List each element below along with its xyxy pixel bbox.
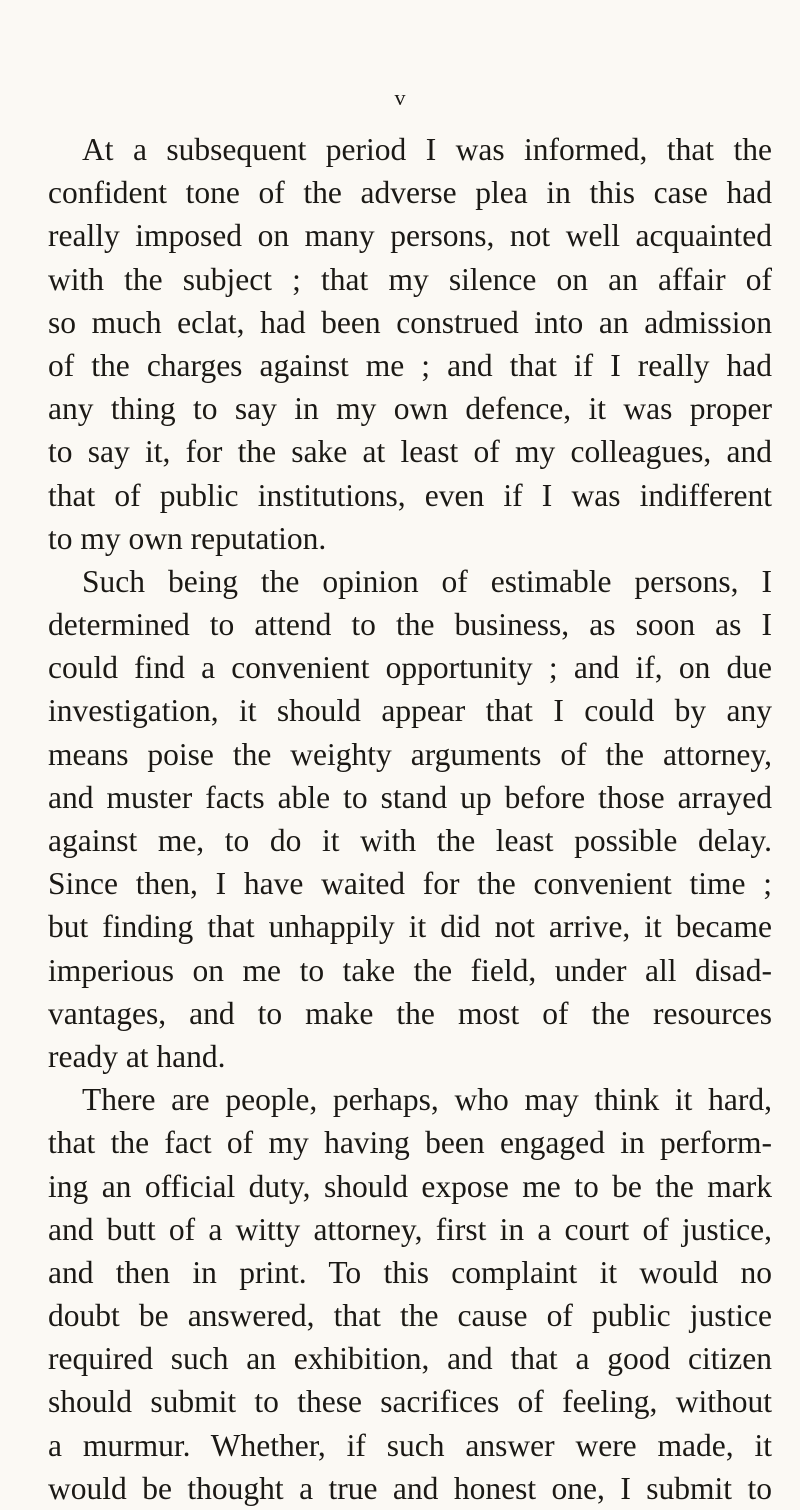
text-line: doubt be answered, that the cause of public justice	[48, 1298, 772, 1334]
text-line: should submit to these sacrifices of feeling, without	[48, 1384, 772, 1420]
text-line: and butt of a witty attorney, first in a court of justice,	[48, 1211, 772, 1247]
text-line: would be thought a true and honest one, I submit to	[48, 1470, 772, 1506]
text-line: a murmur. Whether, if such answer were made, it	[48, 1427, 772, 1463]
text-line: so much eclat, had been construed into an admission	[48, 304, 772, 340]
text-line: to my own reputation.	[48, 520, 327, 556]
text-line: and then in print. To this complaint it would no	[48, 1254, 772, 1290]
signature-mark: v	[394, 85, 406, 110]
text-line: required such an exhibition, and that a good citizen	[48, 1341, 772, 1377]
text-line: vantages, and to make the most of the resources	[48, 995, 772, 1031]
text-line: means poise the weighty arguments of the attorney,	[48, 736, 772, 772]
text-line: Such being the opinion of estimable persons, I	[82, 563, 772, 599]
text-line: There are people, perhaps, who may think it hard,	[82, 1082, 772, 1118]
text-line: confident tone of the adverse plea in this case had	[48, 175, 772, 211]
text-line: could find a convenient opportunity ; and if, on due	[48, 650, 772, 686]
text-line: imperious on me to take the field, under all disad-	[48, 952, 772, 988]
text-line: and muster facts able to stand up before those arrayed	[48, 779, 772, 815]
text-line: Since then, I have waited for the convenient time ;	[48, 866, 772, 902]
text-line: with the subject ; that my silence on an affair of	[48, 261, 772, 297]
text-line: ing an official duty, should expose me to be the mark	[48, 1168, 772, 1204]
text-line: but finding that unhappily it did not arrive, it became	[48, 909, 772, 945]
text-line: that of public institutions, even if I was indifferent	[48, 477, 772, 513]
text-line: At a subsequent period I was informed, that the	[82, 132, 772, 167]
text-line: determined to attend to the business, as soon as I	[48, 607, 772, 643]
body-text	[48, 128, 772, 1510]
text-line: ready at hand.	[48, 1038, 226, 1074]
text-line: investigation, it should appear that I could by any	[48, 693, 772, 729]
text-line: really imposed on many persons, not well acquainted	[48, 218, 772, 254]
text-line: to say it, for the sake at least of my colleagues, and	[48, 434, 772, 470]
text-line: any thing to say in my own defence, it was proper	[48, 391, 772, 427]
text-line: against me, to do it with the least possible delay.	[48, 823, 772, 858]
text-line: that the fact of my having been engaged in perform-	[48, 1125, 772, 1161]
text-line: of the charges against me ; and that if I really had	[48, 347, 772, 383]
